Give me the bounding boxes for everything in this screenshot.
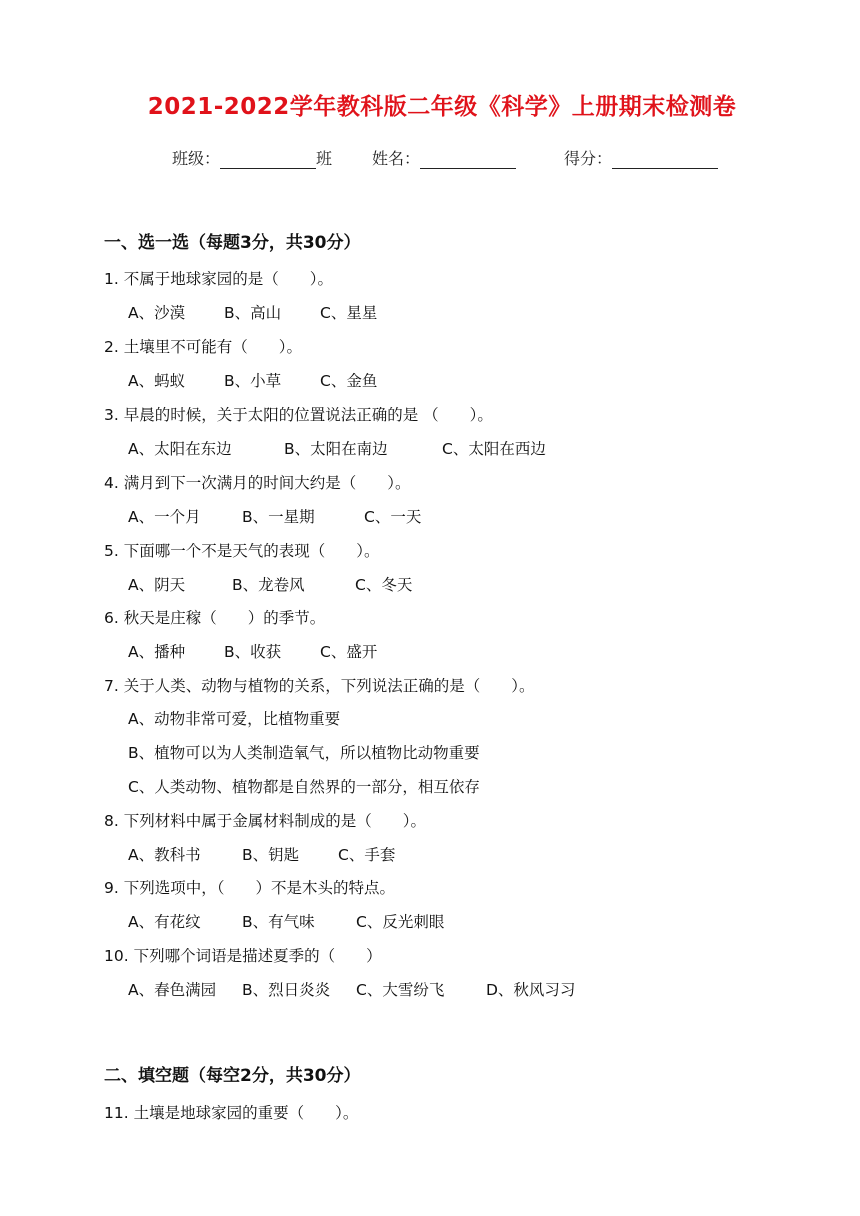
question-item: 1. 不属于地球家园的是（ ）。 — [104, 270, 333, 288]
option-a: A、有花纹 — [128, 913, 201, 931]
option-c: C、星星 — [320, 304, 378, 322]
question-options — [128, 640, 688, 662]
question-item: 2. 土壤里不可能有（ ）。 — [104, 338, 302, 356]
section-heading-fill: 二、填空题（每空2分，共30分） — [104, 1066, 361, 1086]
option-a: A、一个月 — [128, 508, 201, 526]
option-c: C、金鱼 — [320, 372, 378, 390]
option-b: B、有气味 — [242, 913, 315, 931]
option-b: B、太阳在南边 — [284, 440, 388, 458]
question-options — [128, 369, 688, 391]
option-d: D、秋风习习 — [486, 981, 576, 999]
option-a: A、动物非常可爱，比植物重要 — [128, 710, 341, 728]
section-heading-choice: 一、选一选（每题3分，共30分） — [104, 233, 361, 253]
name-blank[interactable] — [420, 150, 516, 169]
option-c: C、一天 — [364, 508, 422, 526]
question-options — [128, 301, 688, 323]
option-a: A、蚂蚁 — [128, 372, 186, 390]
name-label: 姓名： — [372, 149, 421, 168]
question-options — [128, 505, 688, 527]
option-c: C、反光刺眼 — [356, 913, 445, 931]
question-item: 5. 下面哪一个不是天气的表现（ ）。 — [104, 542, 380, 560]
score-blank[interactable] — [612, 150, 718, 169]
option-c: C、手套 — [338, 846, 396, 864]
option-b: B、高山 — [224, 304, 282, 322]
question-options — [128, 437, 688, 459]
option-b: B、钥匙 — [242, 846, 300, 864]
question-options — [128, 910, 688, 932]
option-c: C、盛开 — [320, 643, 378, 661]
question-item: 7. 关于人类、动物与植物的关系，下列说法正确的是（ ）。 — [104, 677, 535, 695]
option-a: A、播种 — [128, 643, 186, 661]
option-b: B、植物可以为人类制造氧气，所以植物比动物重要 — [128, 744, 480, 762]
option-b: B、收获 — [224, 643, 282, 661]
option-c: C、太阳在西边 — [442, 440, 546, 458]
option-b: B、烈日炎炎 — [242, 981, 331, 999]
question-item: 6. 秋天是庄稼（ ）的季节。 — [104, 609, 326, 627]
class-suffix: 班 — [316, 149, 333, 168]
option-a: A、沙漠 — [128, 304, 186, 322]
page-title: 2021-2022学年教科版二年级《科学》上册期末检测卷 — [147, 94, 737, 120]
option-a: A、阴天 — [128, 576, 186, 594]
question-item: 11. 土壤是地球家园的重要（ ）。 — [104, 1104, 359, 1122]
question-options — [128, 978, 688, 1000]
option-b: B、龙卷风 — [232, 576, 305, 594]
score-field — [564, 146, 718, 169]
option-b: B、小草 — [224, 372, 282, 390]
name-field — [372, 146, 516, 169]
option-c: C、人类动物、植物都是自然界的一部分，相互依存 — [128, 778, 480, 796]
question-item: 8. 下列材料中属于金属材料制成的是（ ）。 — [104, 812, 426, 830]
student-info-row — [172, 146, 772, 172]
option-c: C、大雪纷飞 — [356, 981, 445, 999]
class-label: 班级： — [172, 149, 221, 168]
question-item: 3. 早晨的时候，关于太阳的位置说法正确的是 （ ）。 — [104, 406, 493, 424]
option-a: A、春色满园 — [128, 981, 217, 999]
question-item: 9. 下列选项中，（ ）不是木头的特点。 — [104, 879, 395, 897]
question-options — [128, 573, 688, 595]
option-a: A、太阳在东边 — [128, 440, 232, 458]
option-b: B、一星期 — [242, 508, 315, 526]
question-item: 10. 下列哪个词语是描述夏季的（ ） — [104, 947, 382, 965]
class-blank[interactable] — [220, 150, 316, 169]
question-options — [128, 843, 688, 865]
option-a: A、教科书 — [128, 846, 201, 864]
question-item: 4. 满月到下一次满月的时间大约是（ ）。 — [104, 474, 411, 492]
option-c: C、冬天 — [355, 576, 413, 594]
class-field — [172, 146, 332, 169]
score-label: 得分： — [564, 149, 613, 168]
